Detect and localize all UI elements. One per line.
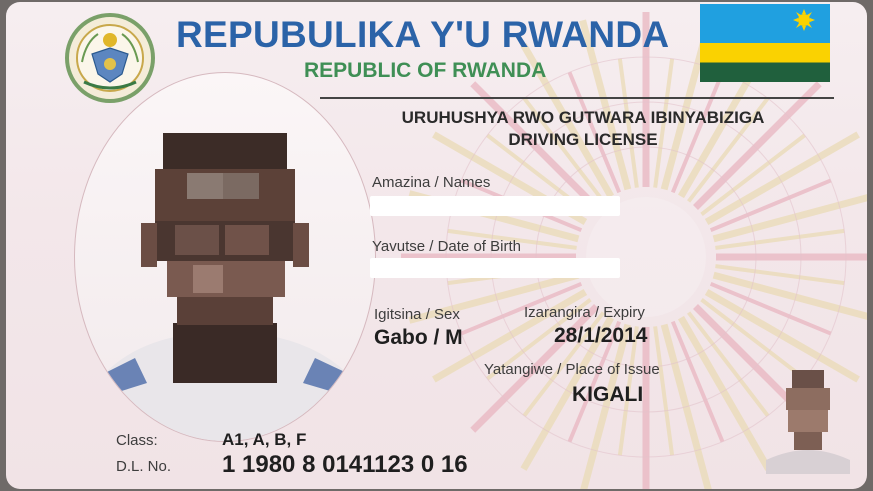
date-of-birth-label: Yavutse / Date of Birth — [372, 238, 521, 255]
document-type — [333, 107, 833, 151]
date-of-birth-redaction — [370, 258, 620, 278]
expiry-label: Izarangira / Expiry — [524, 304, 645, 321]
holder-ghost-photo — [758, 364, 858, 474]
class-label: Class: — [116, 432, 158, 449]
country-title-english: REPUBLIC OF RWANDA — [304, 59, 547, 82]
license-number-value: 1 1980 8 0141123 0 16 — [222, 451, 468, 478]
sex-label: Igitsina / Sex — [374, 306, 460, 323]
place-of-issue-label: Yatangiwe / Place of Issue — [484, 361, 660, 378]
country-title-kinyarwanda: REPUBULIKA Y'U RWANDA — [176, 14, 670, 55]
names-redaction — [370, 196, 620, 216]
rwanda-flag — [700, 4, 830, 82]
driving-license-card — [6, 2, 867, 489]
document-type-english: DRIVING LICENSE — [508, 130, 658, 149]
holder-photo-frame — [74, 72, 376, 442]
holder-photo-pixelated — [75, 73, 375, 441]
header-divider — [320, 97, 834, 99]
names-label: Amazina / Names — [372, 174, 491, 191]
class-value: A1, A, B, F — [222, 430, 307, 449]
place-of-issue-value: KIGALI — [572, 383, 644, 406]
license-number-label: D.L. No. — [116, 458, 172, 475]
expiry-value: 28/1/2014 — [554, 324, 648, 347]
document-type-kinyarwanda: URUHUSHYA RWO GUTWARA IBINYABIZIGA — [401, 108, 765, 127]
sex-value: Gabo / M — [374, 326, 463, 349]
